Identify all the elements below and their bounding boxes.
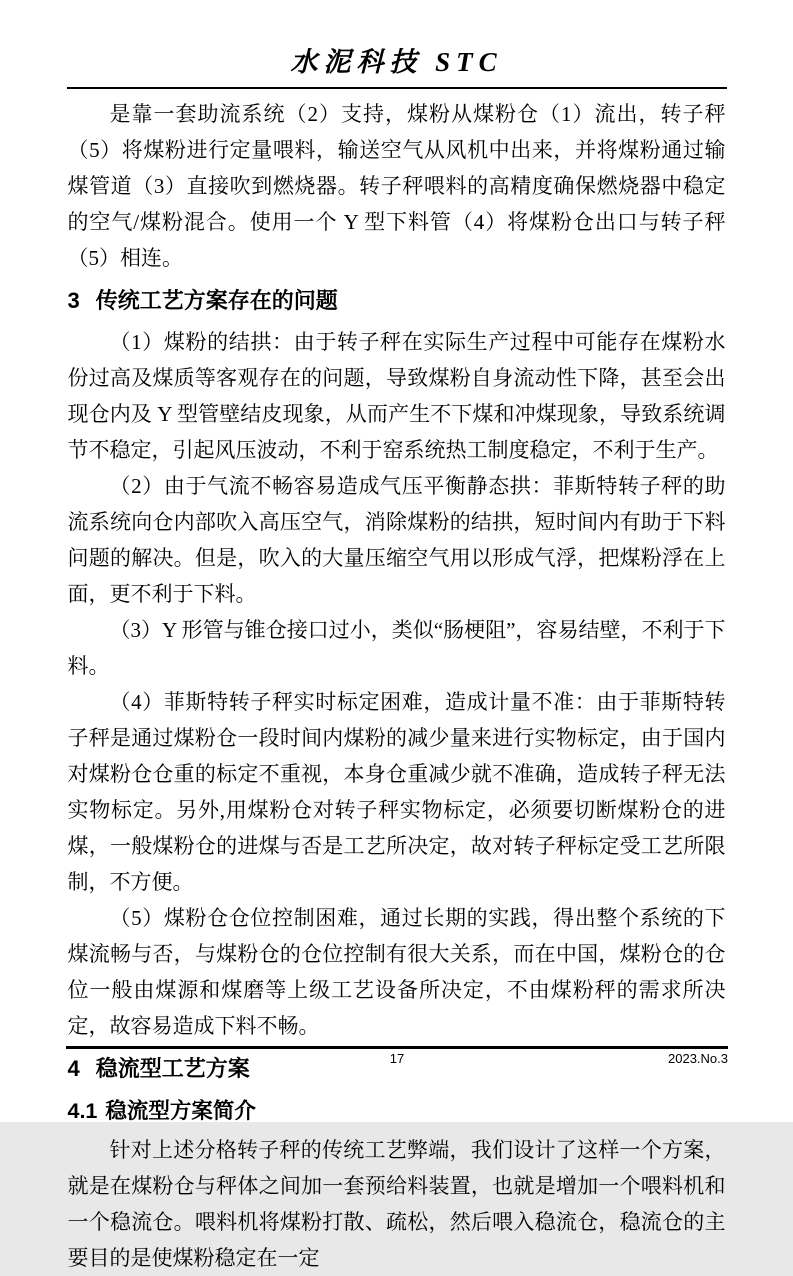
problem-item-1: （1）煤粉的结拱：由于转子秤在实际生产过程中可能存在煤粉水份过高及煤质等客观存在的问题，导致煤粉自身流动性下降，甚至会出现仓内及 Y 型管壁结皮现象，从而产生不下煤和冲煤现象，导致系统调节不稳定，引起风压波动，不利于窑系统热工制度稳定，不利于生产。 <box>67 330 726 462</box>
problem-item-4: （4）菲斯特转子秤实时标定困难，造成计量不准：由于菲斯特转子秤是通过煤粉仓一段时间内煤粉的减少量来进行实物标定，由于国内对煤粉仓仓重的标定不重视，本身仓重减少就不准确，造成转子秤无法实物标定。另外,用煤粉仓对转子秤实物标定，必须要切断煤粉仓的进煤，一般煤粉仓的进煤与否是工艺所决定，故对转子秤标定受工艺所限制，不方便。 <box>67 690 726 894</box>
page-header <box>0 0 793 89</box>
section-4-1-number: 4.1 <box>67 1099 98 1123</box>
problem-item-5: （5）煤粉仓仓位控制困难，通过长期的实践，得出整个系统的下煤流畅与否，与煤粉仓的仓位控制有很大关系，而在中国，煤粉仓的仓位一般由煤源和煤磨等上级工艺设备所决定，不由煤粉秤的需求所决定，故容易造成下料不畅。 <box>67 906 726 1038</box>
paragraph-intro-continuation: 是靠一套助流系统（2）支持，煤粉从煤粉仓（1）流出，转子秤（5）将煤粉进行定量喂料，输送空气从风机中出来，并将煤粉通过输煤管道（3）直接吹到燃烧器。转子秤喂料的高精度确保燃烧器中稳定的空气/煤粉混合。使用一个 Y 型下料管（4）将煤粉仓出口与转子秤（5）相连。 <box>67 102 726 270</box>
section-3-number: 3 <box>67 288 80 313</box>
section-4-title: 稳流型工艺方案 <box>95 1056 250 1081</box>
section-3-heading <box>68 281 726 321</box>
issue-number: 2023.No.3 <box>668 1051 728 1066</box>
section-4-1-title: 稳流型方案简介 <box>105 1099 256 1123</box>
journal-title: 水泥科技 STC <box>290 47 503 77</box>
page-footer <box>66 1046 728 1069</box>
problem-item-3: （3）Y 形管与锥仓接口过小，类似“肠梗阻”，容易结壁，不利于下料。 <box>67 618 726 678</box>
section-4-number: 4 <box>67 1056 80 1081</box>
section-3-title: 传统工艺方案存在的问题 <box>95 288 338 313</box>
page-number: 17 <box>389 1051 405 1066</box>
footer-row <box>66 1049 728 1069</box>
page-content <box>68 89 726 1276</box>
section-4-1-heading <box>68 1092 726 1130</box>
paragraph-scheme-intro: 针对上述分格转子秤的传统工艺弊端，我们设计了这样一个方案，就是在煤粉仓与秤体之间加一套预给料装置，也就是增加一个喂料机和一个稳流仓。喂料机将煤粉打散、疏松，然后喂入稳流仓，稳流仓的主要目的是使煤粉稳定在一定 <box>67 1138 726 1270</box>
problem-item-2: （2）由于气流不畅容易造成气压平衡静态拱：菲斯特转子秤的助流系统向仓内部吹入高压空气，消除煤粉的结拱，短时间内有助于下料问题的解决。但是，吹入的大量压缩空气用以形成气浮，把煤粉浮在上面，更不利于下料。 <box>67 474 726 606</box>
